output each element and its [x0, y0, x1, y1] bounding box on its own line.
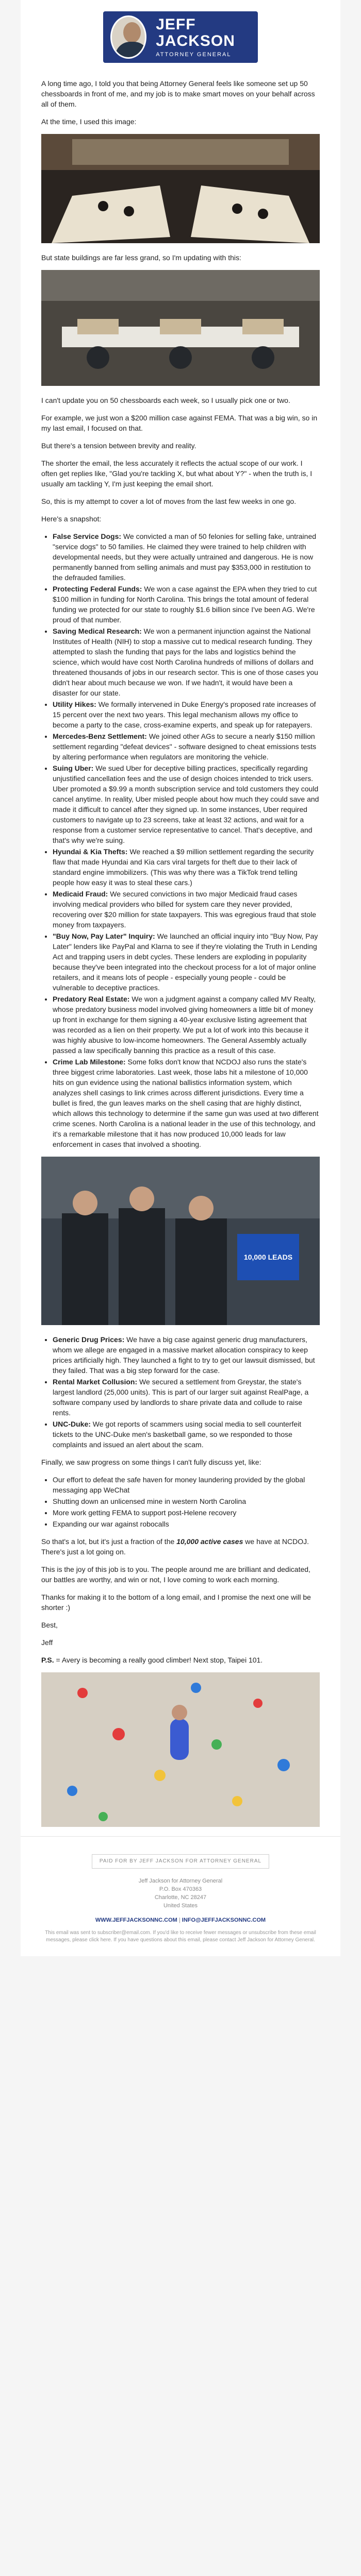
- list-item: • Medicaid Fraud: We secured convictions in two major Medicaid fraud cases involving medical providers who billed for system care they never provided, recovering over $20 million for state taxpayers. This was egregious fraud that stole money from taxpayers.: [53, 889, 320, 930]
- list-item: • "Buy Now, Pay Later" Inquiry: We launched an official inquiry into "Buy Now, Pay Later" lenders like PayPal and Klarna to see if they're violating the Truth in Lending Act and trapping users in debt cycles. These lenders are exploding in popularity because they've been integrated into the checkout process for a lot of major online retailers, and it means lots of people - especially young people - could be vulnerable to deceptive practices.: [53, 931, 320, 993]
- letter-middle: [21, 395, 340, 1149]
- signature: Jeff: [41, 1638, 53, 1647]
- list-item: • Hyundai & Kia Thefts: We reached a $9 million settlement regarding the security flaw that made Hyundai and Kia cars viral targets for theft due to their lack of standard engine immobilizers. (This was why there was a TikTok trend telling people how easy it was to steal these cars.): [53, 846, 320, 888]
- list-item: • Predatory Real Estate: We won a judgment against a company called MV Realty, whose predatory business model involved giving homeowners a little bit of money up front in exchange for them signing a 40-year exclusive listing agreement that was recorded as a lien on their property. We put a lot of work into this because it was highly abusive to low-income homeowners. The General Assembly actually passed a law specifically banning this practice as a result of this case.: [53, 994, 320, 1056]
- list-item: • Utility Hikes: We formally intervened in Duke Energy's proposed rate increases of 15 percent over the next two years. This legal mechanism allows my office to become a party to the case, cross-examine experts, and speak up for ratepayers.: [53, 699, 320, 730]
- list-item: • Suing Uber: We sued Uber for deceptive billing practices, specifically regarding unjustified cancellation fees and the use of design choices intended to trick users. Uber promoted a $9.99 a month subscription service and told customers they could cancel anytime. In reality, Uber misled people about how much they could save and made it difficult to cancel after they signed up. In some instances, Uber required customers to navigate up to 23 screens, take at least 32 actions, and wait for a response from a customer service representative to cancel. That's deceptive, and that's why we're suing.: [53, 763, 320, 845]
- letter-end: [21, 1334, 340, 1665]
- list-item: • Protecting Federal Funds: We won a case against the EPA when they tried to cut $100 million in funding for North Carolina. This brings the total amount of federal funding we protected for our state to roughly $1.6 billion since I've been AG. We're proud of that number.: [53, 584, 320, 625]
- paragraph: For example, we just won a $200 million case against FEMA. That was a big win, so in my last email, I focused on that.: [41, 414, 318, 432]
- press-sign-text: 10,000 LEADS: [243, 1253, 293, 1261]
- list-item: • Generic Drug Prices: We have a big case against generic drug manufacturers, whom we allege are engaged in a massive market allocation conspiracy to keep prices artificially high. They launched a fight to try to get our lawsuit dismissed, but they failed. That was a big step forward for the case.: [53, 1334, 320, 1376]
- list-item: • Our effort to defeat the safe haven for money laundering provided by the global messaging app WeChat: [53, 1475, 320, 1495]
- unsubscribe-text: This email was sent to subscriber@email.com. If you'd like to receive fewer messages or unsubscribe from these email messages, please click here. If you have questions about this email, please contact Jeff Jackson for Attorney General.: [45, 1930, 316, 1943]
- paragraph: So, this is my attempt to cover a lot of moves from the last few weeks in one go.: [41, 497, 297, 505]
- snapshot-list: [41, 531, 320, 1149]
- postscript: P.S. = Avery is becoming a really good climber! Next stop, Taipei 101.: [41, 1656, 263, 1664]
- footer-address: Jeff Jackson for Attorney General P.O. Box 470363 Charlotte, NC 28247 United States: [138, 1878, 223, 1909]
- list-item: • Expanding our war against robocalls: [53, 1519, 320, 1529]
- office-chess-image: [41, 270, 320, 386]
- list-item: • Crime Lab Milestone: Some folks don't know that NCDOJ also runs the state's three biggest crime laboratories. Last week, those labs hit a milestone of 10,000 hits on gun evidence using the national ballistics information system, which analyzes shell casings to link crimes across different jurisdictions. Every time a bullet is fired, the gun leaves marks on the shell casing that are highly distinct, which allows this technology to determine if the same gun was used at two different crime scenes. North Carolina is a national leader in the use of this technology, and it's a remarkable milestone that it has now produced 10,000 leads for law enforcement in cases that involved a shooting.: [53, 1057, 320, 1149]
- paragraph: I can't update you on 50 chessboards each week, so I usually pick one or two.: [41, 396, 290, 404]
- list-item: • UNC-Duke: We got reports of scammers using social media to sell counterfeit tickets to the UNC-Duke men's basketball game, so we responded to those complaints and issued an alert about the scam.: [53, 1419, 320, 1450]
- intro-paragraph: But state buildings are far less grand, so I'm updating with this:: [41, 253, 241, 262]
- email-link[interactable]: INFO@JEFFJACKSONNC.COM: [182, 1917, 266, 1923]
- letter: [21, 78, 340, 127]
- intro-paragraph: At the time, I used this image:: [41, 117, 137, 126]
- paragraph: So that's a lot, but it's just a fraction of the 10,000 active cases we have at NCDOJ. There's just a lot going on.: [41, 1537, 309, 1556]
- list-item: • Rental Market Collusion: We secured a settlement from Greystar, the state's largest landlord (25,000 units). This is part of our larger suit against RealPage, a software company used by landlords to share private data and collude to raise rents.: [53, 1377, 320, 1418]
- header-role: ATTORNEY GENERAL: [156, 52, 232, 58]
- snapshot-list-2: [41, 1334, 320, 1450]
- header-banner: [103, 11, 258, 63]
- list-item: • Shutting down an unlicensed mine in western North Carolina: [53, 1496, 320, 1506]
- website-link[interactable]: WWW.JEFFJACKSONNC.COM: [95, 1917, 177, 1923]
- climbing-image: [41, 1672, 320, 1827]
- paragraph: This is the joy of this job is to you. The people around me are brilliant and dedicated, our battles are worthy, and win or not, I love coming to work each morning.: [41, 1565, 310, 1584]
- email-body: [21, 0, 340, 1956]
- paragraph: Thanks for making it to the bottom of a long email, and I promise the next one will be shorter :): [41, 1593, 311, 1612]
- paragraph: Here's a snapshot:: [41, 515, 102, 523]
- list-item: • Mercedes-Benz Settlement: We joined other AGs to secure a nearly $150 million settlement regarding "defeat devices" - software designed to cheat emissions tests by altering performance when regulators are monitoring the vehicle.: [53, 731, 320, 762]
- portrait: [110, 15, 146, 59]
- list-item: • False Service Dogs: We convicted a man of 50 felonies for selling fake, untrained "service dogs" to 50 families. He claimed they were trained to help children with developmental needs, but they were actually untrained and dangerous. He is now permanently banned from selling animals and must pay $353,000 in restitution to the defrauded families.: [53, 531, 320, 583]
- intro-paragraph: A long time ago, I told you that being Attorney General feels like someone set up 50 chessboards in front of me, and my job is to make smart moves on your behalf across all of them.: [41, 79, 315, 108]
- signoff: Best,: [41, 1621, 58, 1629]
- paragraph: But there's a tension between brevity and reality.: [41, 442, 196, 450]
- header-name: JEFF JACKSON: [156, 16, 235, 49]
- paid-for-notice: PAID FOR BY JEFF JACKSON FOR ATTORNEY GENERAL: [92, 1854, 269, 1869]
- footer-links: WWW.JEFFJACKSONNC.COM | INFO@JEFFJACKSONNC.COM: [95, 1917, 266, 1923]
- chess-hall-image: [41, 134, 320, 243]
- press-conference-image: [41, 1157, 320, 1325]
- paragraph: Finally, we saw progress on some things I can't fully discuss yet, like:: [41, 1458, 261, 1466]
- paragraph: The shorter the email, the less accurately it reflects the actual scope of our work. I often get replies like, "Glad you're tackling X, but what about Y?" - when the truth is, I usually am tackling Y, I'm just keeping the email short.: [41, 459, 313, 488]
- progress-list: [41, 1475, 320, 1529]
- list-item: • Saving Medical Research: We won a permanent injunction against the National Institutes of Health (NIH) to stop a massive cut to medical research funding. They attempted to slash the funding that pays for the labs and logistics behind the science, which would have cost North Carolina hundreds of millions of dollars and threatened thousands of jobs in our research sector. This is one of those cases you didn't hear about much because we won. If we hadn't, it would have been a disaster for our state.: [53, 626, 320, 698]
- footer: [21, 1836, 340, 1956]
- list-item: • More work getting FEMA to support post-Helene recovery: [53, 1507, 320, 1518]
